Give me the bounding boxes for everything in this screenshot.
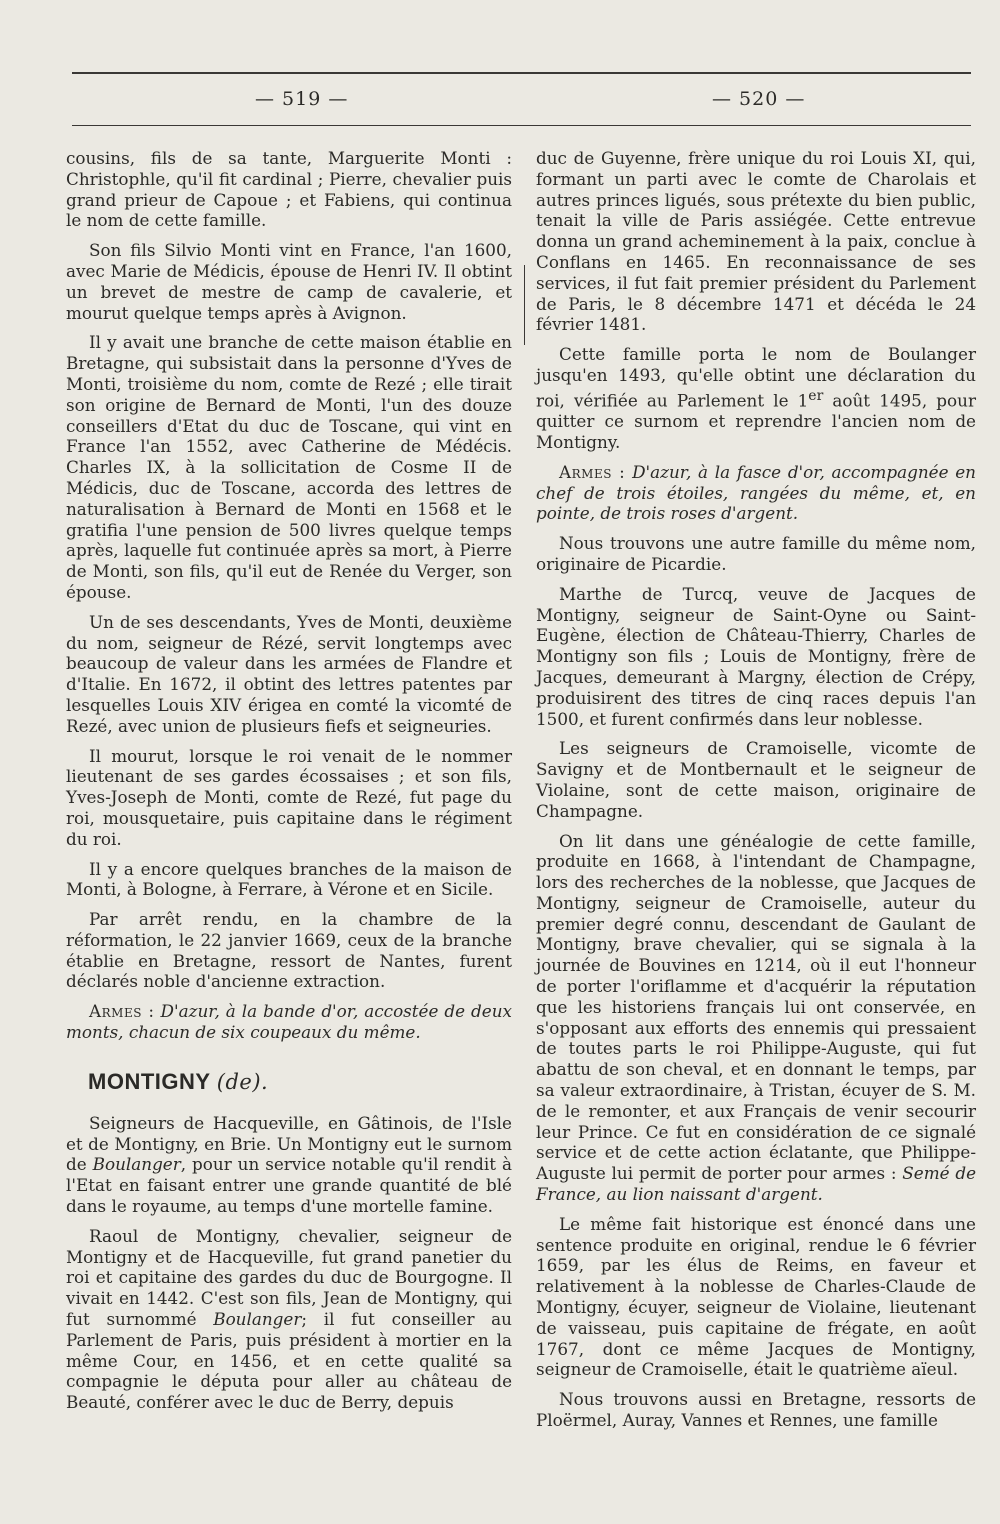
left-column bbox=[66, 148, 512, 1422]
paragraph: Nous trouvons une autre famille du même nom, originaire de Picardie. bbox=[536, 533, 976, 574]
paragraph: Un de ses descendants, Yves de Monti, deuxième du nom, seigneur de Rézé, servit longtemps avec beaucoup de valeur dans les armées de Flandre et d'Italie. En 1672, il obtint des lettres patentes par lesquelles Louis XIV érigea en comté la vicomté de Rezé, avec union de plusieurs fiefs et seigneuries. bbox=[66, 611, 512, 736]
heading-particle: (de). bbox=[216, 1069, 269, 1094]
text-run: Raoul de Montigny, chevalier, seigneur de Montigny et de Hacqueville, fut grand panetier du roi et capitaine des gardes du duc de Bourgogne. Il vivait en 1442. C'est son fils, Jean de Montigny, qui fut surnommé bbox=[66, 1225, 512, 1330]
header-rule bbox=[72, 125, 971, 126]
italic-run: Boulanger bbox=[92, 1154, 181, 1175]
paragraph: Les seigneurs de Cramoiselle, vicomte de Savigny et de Montbernault et le seigneur de Violaine, sont de cette maison, originaire de Champagne. bbox=[536, 738, 976, 821]
margin-mark bbox=[524, 265, 525, 345]
text-run: Seigneurs de Hacqueville, en Gâtinois, de l'Isle et de Montigny, en Brie. Un Montigny eut le surnom de bbox=[66, 1112, 512, 1175]
paragraph: Il y avait une branche de cette maison établie en Bretagne, qui subsistait dans la personne d'Yves de Monti, troisième du nom, comte de Rezé ; elle tirait son origine de Bernard de Monti, l'un des douze conseillers d'Etat du duc de Toscane, qui vint en France l'an 1552, avec Catherine de Médécis. Charles IX, à la sollicitation de Cosme II de Médicis, duc de Toscane, accorda des lettres de naturalisation à Bernard de Monti en 1568 et le gratifia l'une pension de 500 livres quelque temps après, laquelle fut continuée après sa mort, à Pierre de Monti, son fils, qu'il eut de Renée du Verger, son épouse. bbox=[66, 332, 512, 602]
paragraph: Il y a encore quelques branches de la maison de Monti, à Bologne, à Ferrare, à Vérone et en Sicile. bbox=[66, 858, 512, 900]
paragraph: Il mourut, lorsque le roi venait de le nommer lieutenant de ses gardes écossaises ; et son fils, Yves-Joseph de Monti, comte de Rezé, fut page du roi, mousquetaire, puis capitaine dans le régiment du roi. bbox=[66, 745, 512, 849]
paragraph: Son fils Silvio Monti vint en France, l'an 1600, avec Marie de Médicis, épouse de Henri IV. Il obtint un brevet de mestre de camp de cavalerie, et mourut quelque temps après à Avignon. bbox=[66, 240, 512, 323]
paragraph bbox=[66, 1226, 512, 1413]
paragraph bbox=[66, 1113, 512, 1217]
section-heading bbox=[88, 1069, 512, 1095]
paragraph: Le même fait historique est énoncé dans une sentence produite en original, rendue le 6 février 1659, par les élus de Reims, en faveur et relativement à la noblesse de Charles-Claude de Montigny, écuyer, seigneur de Violaine, lieutenant de vaisseau, puis capitaine de frégate, en août 1767, dont ce même Jacques de Montigny, seigneur de Cramoiselle, était le quatrième aïeul. bbox=[536, 1213, 976, 1380]
superscript: er bbox=[808, 387, 824, 404]
arms-label: Armes : bbox=[559, 461, 626, 482]
right-page-number: — 520 — bbox=[712, 88, 806, 110]
paragraph: Nous trouvons aussi en Bretagne, ressorts de Ploërmel, Auray, Vannes et Rennes, une famille bbox=[536, 1389, 976, 1431]
italic-run: Semé de France, au lion naissant d'argent. bbox=[536, 1163, 976, 1205]
text-run: On lit dans une généalogie de cette famille, produite en 1668, à l'intendant de Champagne, lors des recherches de la noblesse, que Jacques de Montigny, seigneur de Cramoiselle, auteur du premier degré connu, descendant de Gaulant de Montigny, brave chevalier, qui se signala à la journée de Bouvines en 1214, où il eut l'honneur de porter l'oriflamme et d'acquérir la réputation que les historiens français lui ont conservée, en s'opposant aux efforts des ennemis qui pressaient de toutes parts le roi Philippe-Auguste, qui fut abattu de son cheval, et en donnant le temps, par sa valeur extraordinaire, à Tristan, écuyer de S. M. de le remonter, et aux Français de venir secourir leur Prince. Ce fut en considération de ce signalé service et de cette action éclatante, que Philippe-Auguste lui permit de porter pour armes : bbox=[536, 830, 976, 1184]
text-run: août 1495, pour quitter ce surnom et reprendre l'ancien nom de Montigny. bbox=[536, 390, 976, 452]
paragraph: duc de Guyenne, frère unique du roi Louis XI, qui, formant un parti avec le comte de Charolais et autres princes ligués, sous prétexte du bien public, tenait la ville de Paris assiégée. Cette entrevue donna un grand acheminement à la paix, conclue à Conflans en 1465. En reconnaissance de ses services, il fut fait premier président du Parlement de Paris, le 8 décembre 1471 et décéda le 24 février 1481. bbox=[536, 148, 976, 335]
heading-name: MONTIGNY bbox=[88, 1068, 211, 1094]
left-page-number: — 519 — bbox=[255, 88, 349, 110]
right-column bbox=[536, 148, 976, 1440]
arms-paragraph bbox=[66, 1001, 512, 1043]
text-run: Cette famille porta le nom de Boulanger jusqu'en 1493, qu'elle obtint une déclaration du roi, vérifiée au Parlement le 1 bbox=[536, 344, 976, 411]
arms-blazon: D'azur, à la fasce d'or, accompagnée en chef de trois étoiles, rangées du même, et, en pointe, de trois roses d'argent. bbox=[536, 461, 976, 524]
paragraph bbox=[536, 344, 976, 453]
top-rule bbox=[72, 72, 971, 74]
arms-blazon: D'azur, à la bande d'or, accostée de deux monts, chacun de six coupeaux du même. bbox=[66, 1001, 512, 1043]
paragraph: Marthe de Turcq, veuve de Jacques de Montigny, seigneur de Saint-Oyne ou Saint-Eugène, élection de Château-Thierry, Charles de Montigny son fils ; Louis de Montigny, frère de Jacques, demeurant à Margny, élection de Crépy, produisirent des titres de cinq races depuis l'an 1500, et furent confirmés dans leur noblesse. bbox=[536, 583, 976, 729]
arms-label: Armes : bbox=[89, 1001, 155, 1022]
arms-paragraph bbox=[536, 462, 976, 524]
text-run: , pour un service notable qu'il rendit à l'Etat en faisant entrer une grande quantité de blé dans le royaume, au temps d'une mortelle famine. bbox=[66, 1154, 512, 1217]
paragraph bbox=[536, 831, 976, 1205]
paragraph: cousins, fils de sa tante, Marguerite Monti : Christophle, qu'il fit cardinal ; Pierre, chevalier puis grand prieur de Capoue ; et Fabiens, qui continua le nom de cette famille. bbox=[66, 148, 512, 231]
paragraph: Par arrêt rendu, en la chambre de la réformation, le 22 janvier 1669, ceux de la branche établie en Bretagne, ressort de Nantes, furent déclarés noble d'ancienne extraction. bbox=[66, 909, 512, 992]
italic-run: Boulanger bbox=[213, 1309, 302, 1330]
text-run: ; il fut conseiller au Parlement de Paris, puis président à mortier en la même Cour, en 1456, et en cette qualité sa compagnie le députa pour aller au château de Beauté, conférer avec le duc de Berry, depuis bbox=[66, 1309, 512, 1413]
